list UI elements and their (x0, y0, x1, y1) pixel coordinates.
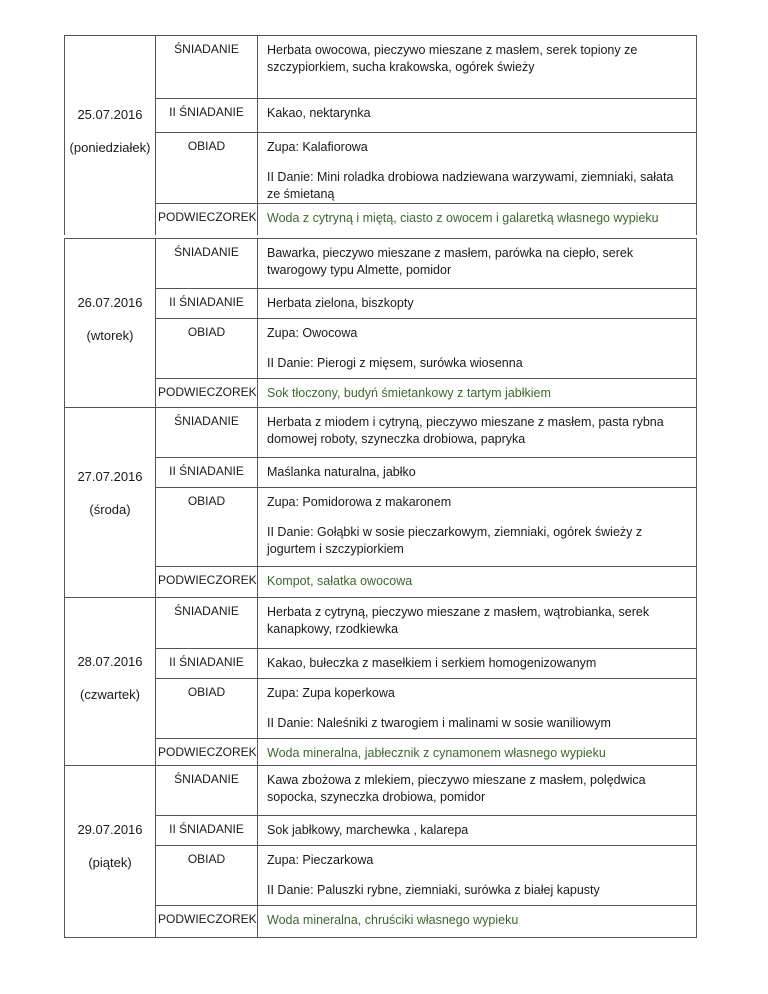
meal-label: II ŚNIADANIE (156, 816, 258, 846)
day-block (64, 407, 697, 597)
meal-label-empty (156, 163, 258, 204)
meal-label: II ŚNIADANIE (156, 458, 258, 488)
meal-description: Herbata z cytryną, pieczywo mieszane z masłem, wątrobianka, serek kanapkowy, rzodkiewka (258, 598, 696, 649)
meal-label: II ŚNIADANIE (156, 99, 258, 133)
meal-description: II Danie: Gołąbki w sosie pieczarkowym, ziemniaki, ogórek świeży z jogurtem i szczypiorkiem (258, 518, 696, 567)
date-cell (65, 598, 156, 770)
meal-label: PODWIECZOREK (156, 379, 258, 410)
date: 27.07.2016 (77, 469, 143, 484)
meal-label: OBIAD (156, 679, 258, 709)
meal-label: PODWIECZOREK (156, 567, 258, 597)
meal-label: ŚNIADANIE (156, 239, 258, 289)
meal-label: OBIAD (156, 488, 258, 518)
meal-label: ŚNIADANIE (156, 598, 258, 649)
weekday: (piątek) (88, 855, 132, 870)
meal-description: II Danie: Mini roladka drobiowa nadziewana warzywami, ziemniaki, sałata ze śmietaną (258, 163, 696, 204)
date: 28.07.2016 (77, 654, 143, 669)
meal-description: Woda mineralna, jabłecznik z cynamonem własnego wypieku (267, 746, 606, 760)
meal-description: II Danie: Naleśniki z twarogiem i malinami w sosie waniliowym (258, 709, 696, 739)
weekday: (środa) (89, 502, 131, 517)
meal-description: Kakao, nektarynka (258, 99, 696, 133)
meal-label-empty (156, 518, 258, 567)
day-block (64, 238, 697, 410)
meal-description: II Danie: Pierogi z mięsem, surówka wiosenna (258, 349, 696, 379)
meal-label: OBIAD (156, 133, 258, 163)
meal-description: Herbata z miodem i cytryną, pieczywo mieszane z masłem, pasta rybna domowej roboty, szyneczka drobiowa, papryka (258, 408, 696, 458)
meal-label: OBIAD (156, 319, 258, 349)
date-cell (65, 408, 156, 597)
meal-label: II ŚNIADANIE (156, 649, 258, 679)
date-cell (65, 766, 156, 937)
meal-label: OBIAD (156, 846, 258, 876)
meal-description: Zupa: Kalafiorowa (267, 140, 368, 154)
meal-description: Woda z cytryną i miętą, ciasto z owocem i galaretką własnego wypieku (267, 211, 659, 225)
weekday: (czwartek) (80, 687, 140, 702)
meal-description: II Danie: Paluszki rybne, ziemniaki, surówka z białej kapusty (258, 876, 696, 906)
meal-description: Herbata owocowa, pieczywo mieszane z masłem, serek topiony ze szczypiorkiem, sucha krakowska, ogórek świeży (258, 36, 696, 99)
day-block (64, 765, 697, 938)
meal-label-empty (156, 876, 258, 906)
meal-description: Zupa: Owocowa (267, 326, 358, 340)
day-block (64, 35, 697, 235)
meal-label: ŚNIADANIE (156, 408, 258, 458)
meal-label: ŚNIADANIE (156, 36, 258, 99)
meal-description: Bawarka, pieczywo mieszane z masłem, parówka na ciepło, serek twarogowy typu Almette, pomidor (258, 239, 696, 289)
meal-label: II ŚNIADANIE (156, 289, 258, 319)
date-cell (65, 239, 156, 410)
meal-label: ŚNIADANIE (156, 766, 258, 816)
meal-label: PODWIECZOREK (156, 204, 258, 235)
date: 25.07.2016 (77, 107, 143, 122)
weekday: (wtorek) (86, 328, 134, 343)
meal-description: Kawa zbożowa z mlekiem, pieczywo mieszane z masłem, polędwica sopocka, szyneczka drobiowa, pomidor (258, 766, 696, 816)
meal-description: Zupa: Pieczarkowa (267, 853, 374, 867)
meal-description: Kompot, sałatka owocowa (267, 574, 413, 588)
meal-description: Maślanka naturalna, jabłko (258, 458, 696, 488)
day-block (64, 597, 697, 770)
date: 29.07.2016 (77, 822, 143, 837)
meal-label: PODWIECZOREK (156, 906, 258, 937)
meal-description: Zupa: Pomidorowa z makaronem (267, 495, 452, 509)
meal-description: Kakao, bułeczka z masełkiem i serkiem homogenizowanym (258, 649, 696, 679)
meal-description: Zupa: Zupa koperkowa (267, 686, 395, 700)
meal-description: Sok jabłkowy, marchewka , kalarepa (258, 816, 696, 846)
date: 26.07.2016 (77, 295, 143, 310)
weekday: (poniedziałek) (69, 140, 151, 155)
date-cell (65, 36, 156, 235)
meal-description: Sok tłoczony, budyń śmietankowy z tartym jabłkiem (267, 386, 551, 400)
meal-label: PODWIECZOREK (156, 739, 258, 770)
meal-description: Herbata zielona, biszkopty (258, 289, 696, 319)
meal-label-empty (156, 349, 258, 379)
meal-label-empty (156, 709, 258, 739)
meal-description: Woda mineralna, chruściki własnego wypieku (267, 913, 519, 927)
